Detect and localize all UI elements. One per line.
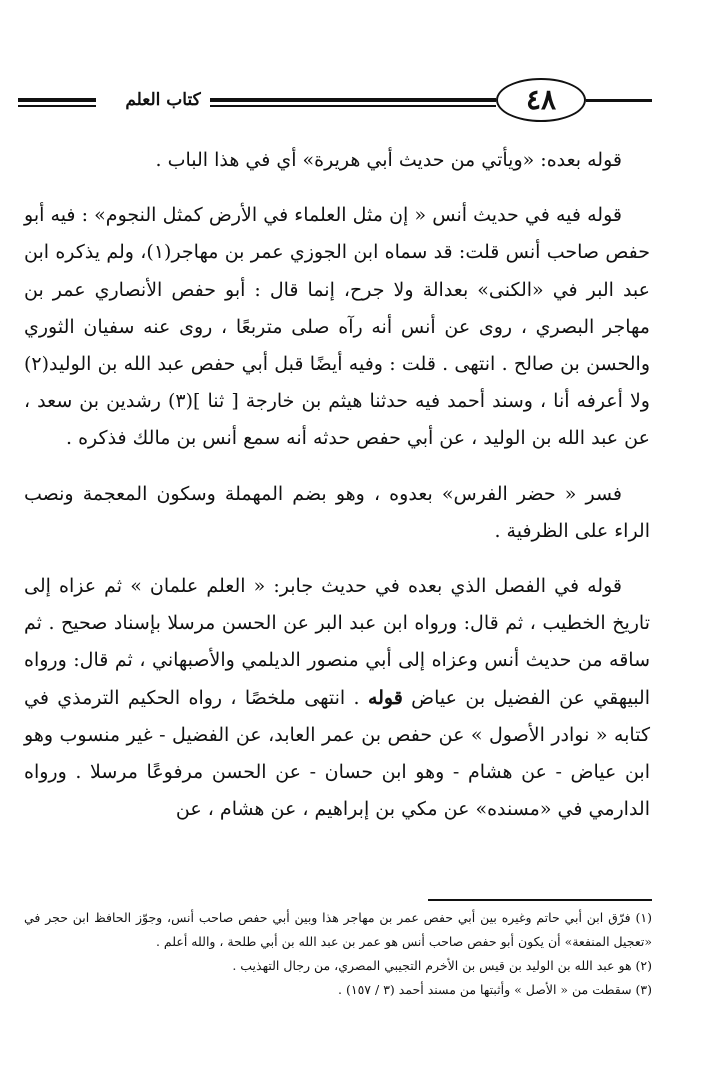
paragraph-4 xyxy=(24,568,650,828)
footnote-2: (٢) هو عبد الله بن الوليد بن قيس بن الأخرم التجيبي المصري، من رجال التهذيب . xyxy=(232,958,652,973)
paragraph-4-part-a: قوله في الفصل الذي بعده في حديث جابر: « العلم علمان » ثم عزاه إلى تاريخ الخطيب ، ثم قال: ورواه ابن عبد البر عن الحسن مرسلا بإسناد صحيح . ثم ساقه من حديث أنس وعزاه إلى أبي منصور الديلمي والأصبهاني ، ثم قال: ورواه البيهقي عن الفضيل بن عياض xyxy=(24,575,650,709)
header-rule-middle-top xyxy=(210,98,496,102)
header-rule-middle-bottom xyxy=(210,105,496,107)
header-rule-right xyxy=(586,99,652,102)
running-title: كتاب العلم xyxy=(125,90,201,110)
body-text xyxy=(24,142,650,828)
paragraph-4-bold-word: قوله xyxy=(367,686,403,709)
paragraph-3: فسر « حضر الفرس» بعدوه ، وهو بضم المهملة وسكون المعجمة ونصب الراء على الظرفية . xyxy=(24,482,650,542)
header-rule-left-top xyxy=(18,98,96,102)
footnote-1: (١) فرّق ابن أبي حاتم وغيره بين أبي حفص عمر بن مهاجر هذا وبين أبي حفص صاحب أنس، وجوّز الحافظ ابن حجر في «تعجيل المنفعة» أن يكون أبو حفص صاحب أنس هو عمر بن عبد الله بن أبي طلحة ، والله أعلم . xyxy=(24,910,652,949)
paragraph-4-part-c: . انتهى ملخصًا ، رواه الحكيم الترمذي في كتابه « نوادر الأصول » عن حفص بن عمر العابد، عن الفضيل - غير منسوب وهو ابن عياض - عن هشام - وهو ابن حسان - عن الحسن مرفوعًا مرسلا . ورواه الدارمي في «مسنده» عن مكي بن إبراهيم ، عن هشام ، عن xyxy=(24,686,650,821)
footnote-rule xyxy=(428,899,652,901)
page-number: ٤٨ xyxy=(496,78,586,122)
header-rule-left-bottom xyxy=(18,105,96,107)
footnote-3: (٣) سقطت من « الأصل » وأثبتها من مسند أحمد (٣ / ١٥٧) . xyxy=(338,982,652,997)
paragraph-1: قوله بعده: «ويأتي من حديث أبي هريرة» أي في هذا الباب . xyxy=(155,149,622,171)
footnotes xyxy=(24,906,652,1002)
paragraph-2: قوله فيه في حديث أنس « إن مثل العلماء في الأرض كمثل النجوم» : فيه أبو حفص صاحب أنس قلت: قد سماه ابن الجوزي عمر بن مهاجر(١)، ولم يذكره ابن عبد البر في «الكنى» بعدالة ولا جرح، إنما قال : أبو حفص الأنصاري عمر بن مهاجر البصري ، روى عن أنس أنه رآه صلى متربعًا ، روى عنه سفيان الثوري والحسن بن صالح . انتهى . قلت : وفيه أيضًا قبل أبي حفص عبد الله بن الوليد(٢) ولا أعرفه أنا ، وسند أحمد فيه حدثنا هيثم بن خارجة [ ثنا ](٣) رشدين بن سعد ، عن عبد الله بن الوليد ، عن أبي حفص حدثه أنه سمع أنس بن مالك فذكره . xyxy=(24,204,650,450)
